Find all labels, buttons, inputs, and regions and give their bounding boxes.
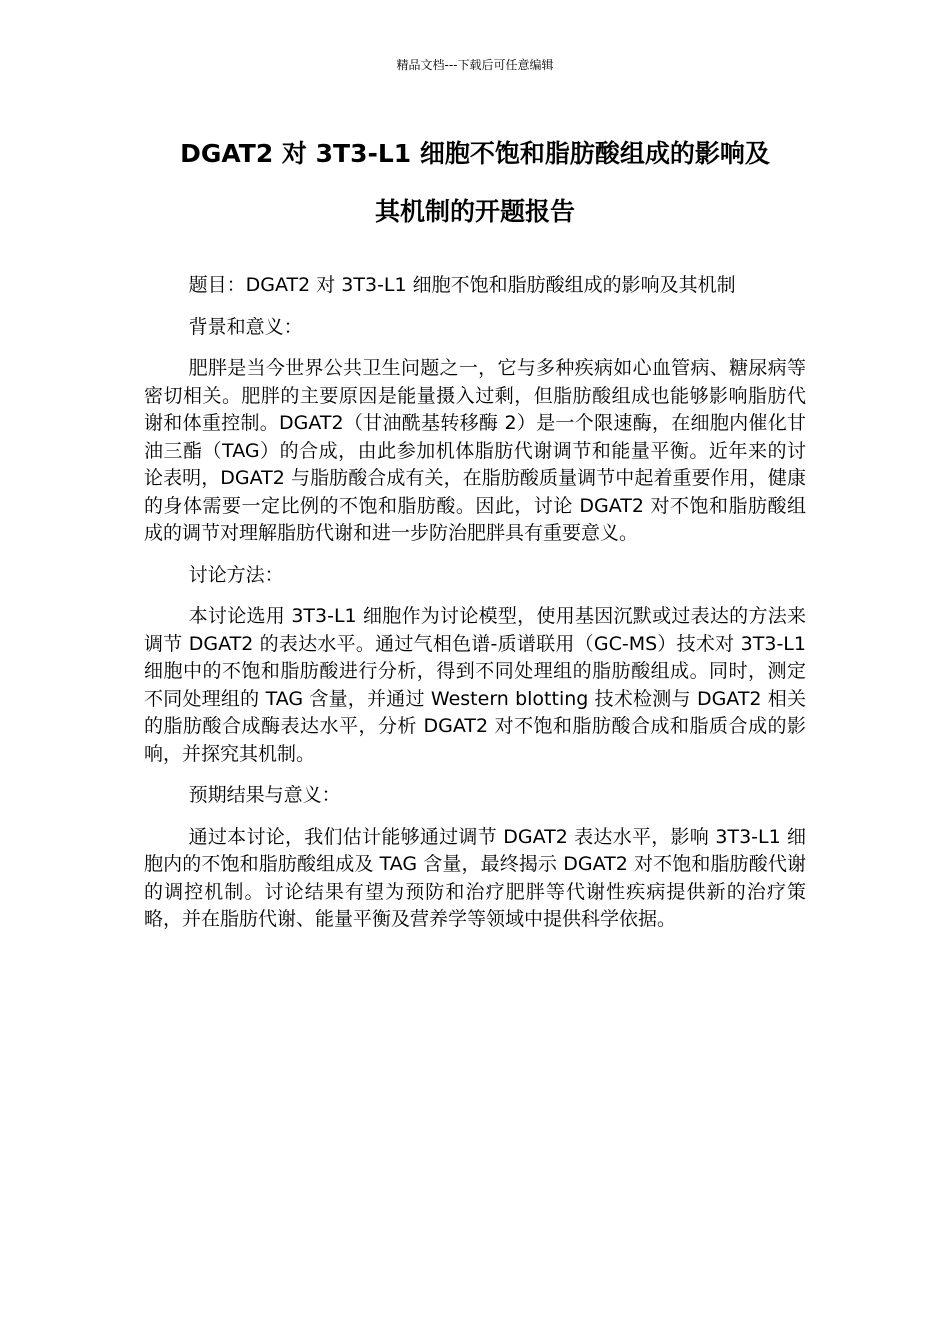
expected-results-paragraph: 通过本讨论，我们估计能够通过调节 DGAT2 表达水平，影响 3T3-L1 细胞内的不饱和脂肪酸组成及 TAG 含量，最终揭示 DGAT2 对不饱和脂肪酸代谢的调控机制。讨论结果有望为预防和治疗肥胖等代谢性疾病提供新的治疗策略，并在脂肪代谢、能量平衡及营养学等领域中提供科学依据。 bbox=[144, 825, 806, 930]
page-header: 精品文档---下载后可任意编辑 bbox=[396, 58, 554, 72]
document-title bbox=[80, 136, 870, 230]
document-body bbox=[144, 272, 806, 948]
method-paragraph: 本讨论选用 3T3-L1 细胞作为讨论模型，使用基因沉默或过表达的方法来调节 DGAT2 的表达水平。通过气相色谱-质谱联用（GC-MS）技术对 3T3-L1 细胞中的不饱和脂肪酸进行分析，得到不同处理组的脂肪酸组成。同时，测定不同处理组的 TAG 含量，并通过 Western blotting 技术检测与 DGAT2 相关的脂肪酸合成酶表达水平，分析 DGAT2 对不饱和脂肪酸合成和脂质合成的影响，并探究其机制。 bbox=[144, 605, 806, 765]
expected-results-heading: 预期结果与意义： bbox=[188, 784, 341, 806]
document-title-line-2: 其机制的开题报告 bbox=[374, 197, 575, 226]
method-heading: 讨论方法： bbox=[188, 563, 284, 586]
background-heading: 背景和意义： bbox=[188, 315, 303, 338]
subject-line: 题目：DGAT2 对 3T3-L1 细胞不饱和脂肪酸组成的影响及其机制 bbox=[188, 274, 736, 296]
background-paragraph: 肥胖是当今世界公共卫生问题之一，它与多种疾病如心血管病、糖尿病等密切相关。肥胖的主要原因是能量摄入过剩，但脂肪酸组成也能够影响脂肪代谢和体重控制。DGAT2（甘油酰基转移酶 2）是一个限速酶，在细胞内催化甘油三酯（TAG）的合成，由此参加机体脂肪代谢调节和能量平衡。近年来的讨论表明，DGAT2 与脂肪酸合成有关，在脂肪酸质量调节中起着重要作用，健康的身体需要一定比例的不饱和脂肪酸。因此，讨论 DGAT2 对不饱和脂肪酸组成的调节对理解脂肪代谢和进一步防治肥胖具有重要意义。 bbox=[144, 357, 806, 544]
document-title-line-1: DGAT2 对 3T3-L1 细胞不饱和脂肪酸组成的影响及 bbox=[180, 139, 770, 168]
